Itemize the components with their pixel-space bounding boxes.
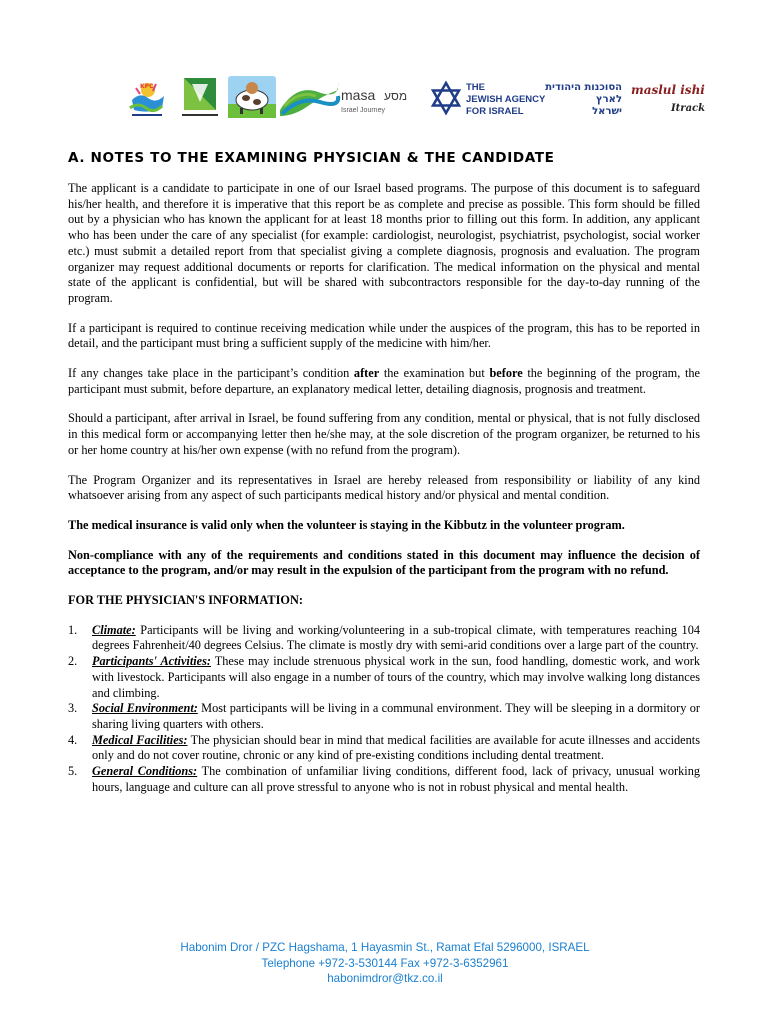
- paragraph-liability: The Program Organizer and its representatives in Israel are hereby released from responsibility or liability of any kind whatsoever arising from any aspect of such participants medical history and/or physical and mental condition.: [68, 472, 700, 503]
- list-item-term: Social Environment:: [92, 701, 198, 716]
- paragraph-changes: [68, 366, 700, 397]
- paragraph-nondisclosure: Should a participant, after arrival in Israel, be found suffering from any condition, mental or physical, that is not fully disclosed in this medical form or accompanying letter then he/she may, at the sole discretion of the program organizer, be returned to his or her home country at his/her own expense (with no refund from the program).: [68, 411, 700, 457]
- list-item-number: 2.: [68, 654, 78, 669]
- paragraph-insurance: The medical insurance is valid only when the volunteer is staying in the Kibbutz in the volunteer program.: [68, 517, 625, 532]
- list-item-term: Climate:: [92, 622, 136, 637]
- jewish-agency-logo: [430, 78, 625, 118]
- changes-text-c: the examination but: [379, 366, 490, 381]
- maslul-ishi-logo: [631, 80, 706, 116]
- list-item-term: Medical Facilities:: [92, 732, 188, 747]
- agency-he-line3: ישראל: [592, 106, 622, 117]
- changes-text-e: the beginning of the program, the participant must submit, before departure, an explanatory medical letter, detailing diagnosis, prognosis and treatment.: [68, 366, 700, 396]
- masa-logo-sub: Israel Journey: [341, 107, 385, 114]
- agency-he-line2: לארץ: [596, 94, 622, 105]
- list-item-term: Participants' Activities:: [92, 654, 211, 669]
- changes-after: after: [353, 366, 380, 381]
- wave-logo: [278, 76, 340, 118]
- changes-text-a: If any changes take place in the participant’s condition: [68, 366, 354, 381]
- list-item-number: 3.: [68, 701, 78, 716]
- list-item-text: Participants will be living and working/volunteering in a sub-tropical climate, with temperatures reaching 104 degrees Fahrenheit/40 degrees Celsius. The climate is mostly dry with semi-arid conditions over a large part of the country.: [92, 622, 700, 653]
- list-item-number: 4.: [68, 732, 78, 747]
- paragraph-purpose: The applicant is a candidate to participate in one of our Israel based programs. The purpose of this document is to safeguard his/her health, and therefore it is imperative that this report be as complete and precise as possible. This form should be filled out by a physician who has known the applicant for at least 18 months prior to filling out this form. In addition, any applicant who has been under the care of any specialist (for example: cardiologist, neurologist, psychiatrist, psychologist, social worker etc.) must submit a detailed report from that specialist giving a complete diagnosis, prognosis and evaluation. The program organizer may request additional documents or reports for clarification. The medical information on the physical and mental state of the applicant is confidential, but will be shared with subcontractors responsible for the day-to-day running of the program.: [68, 181, 700, 305]
- cow-logo: [226, 74, 278, 120]
- agency-en-line1: THE: [466, 82, 485, 93]
- document-title: A. NOTES TO THE EXAMINING PHYSICIAN & THE CANDIDATE: [68, 150, 555, 166]
- partner-logos: [126, 74, 706, 122]
- footer-phone: Telephone +972-3-530144 Fax +972-3-6352961: [261, 956, 509, 970]
- list-item-number: 5.: [68, 764, 78, 779]
- physician-info-list: [68, 623, 700, 796]
- paragraph-noncompliance: Non-compliance with any of the requirements and conditions stated in this document may influence the decision of acceptance to the program, and/or may result in the expulsion of the participant from the program with no refund.: [68, 547, 700, 578]
- list-item: [68, 623, 700, 654]
- list-item-text: Most participants will be living in a communal environment. They will be sleeping in a dormitory or sharing living quarters with others.: [92, 701, 700, 731]
- kpc-logo-text: KPC: [140, 83, 154, 90]
- hagshama-logo: [178, 76, 222, 120]
- list-item-text: The combination of unfamiliar living conditions, different food, lack of privacy, unusual working hours, language and culture can all prove stressful to anyone who is not in robust physical and mental health.: [92, 764, 700, 794]
- footer-address: Habonim Dror / PZC Hagshama, 1 Hayasmin St., Ramat Efal 5296000, ISRAEL: [180, 941, 590, 954]
- list-item-term: General Conditions:: [92, 764, 198, 779]
- paragraph-medication: If a participant is required to continue receiving medication while under the auspices of the program, this has to be reported in detail, and the participant must bring a sufficient supply of the medicine with him/her.: [68, 320, 700, 351]
- maslul-line2: Itrack: [671, 103, 706, 114]
- agency-en-line2: JEWISH AGENCY: [466, 94, 546, 105]
- agency-en-line3: FOR ISRAEL: [466, 106, 524, 117]
- list-item: [68, 654, 700, 701]
- agency-he-line1: הסוכנות היהודית: [545, 82, 622, 93]
- footer-email[interactable]: habonimdror@tkz.co.il: [327, 972, 443, 985]
- masa-logo-hebrew: מסע: [384, 89, 408, 103]
- list-item: [68, 701, 700, 732]
- physician-info-heading: FOR THE PHYSICIAN'S INFORMATION:: [68, 593, 303, 608]
- star-of-david-icon: [433, 83, 459, 113]
- list-item: [68, 764, 700, 795]
- changes-before: before: [489, 366, 523, 381]
- document-body: [68, 181, 700, 796]
- footer-contact: [0, 940, 770, 987]
- masa-logo: [341, 82, 421, 116]
- maslul-line1: maslul ishi: [631, 83, 705, 97]
- list-item: [68, 733, 700, 764]
- kpc-logo: [126, 78, 168, 118]
- masa-logo-text: masa: [341, 87, 376, 103]
- list-item-number: 1.: [68, 622, 78, 637]
- list-item-text: These may include strenuous physical work in the sun, food handling, domestic work, and work with livestock. Participants will also engage in a number of tours of the country, which may involve walking long distances and climbing.: [92, 654, 700, 700]
- list-item-text: The physician should bear in mind that medical facilities are available for acute illnesses and accidents only and do not cover routine, chronic or any kind of pre-existing conditions including dental treatment.: [92, 732, 700, 763]
